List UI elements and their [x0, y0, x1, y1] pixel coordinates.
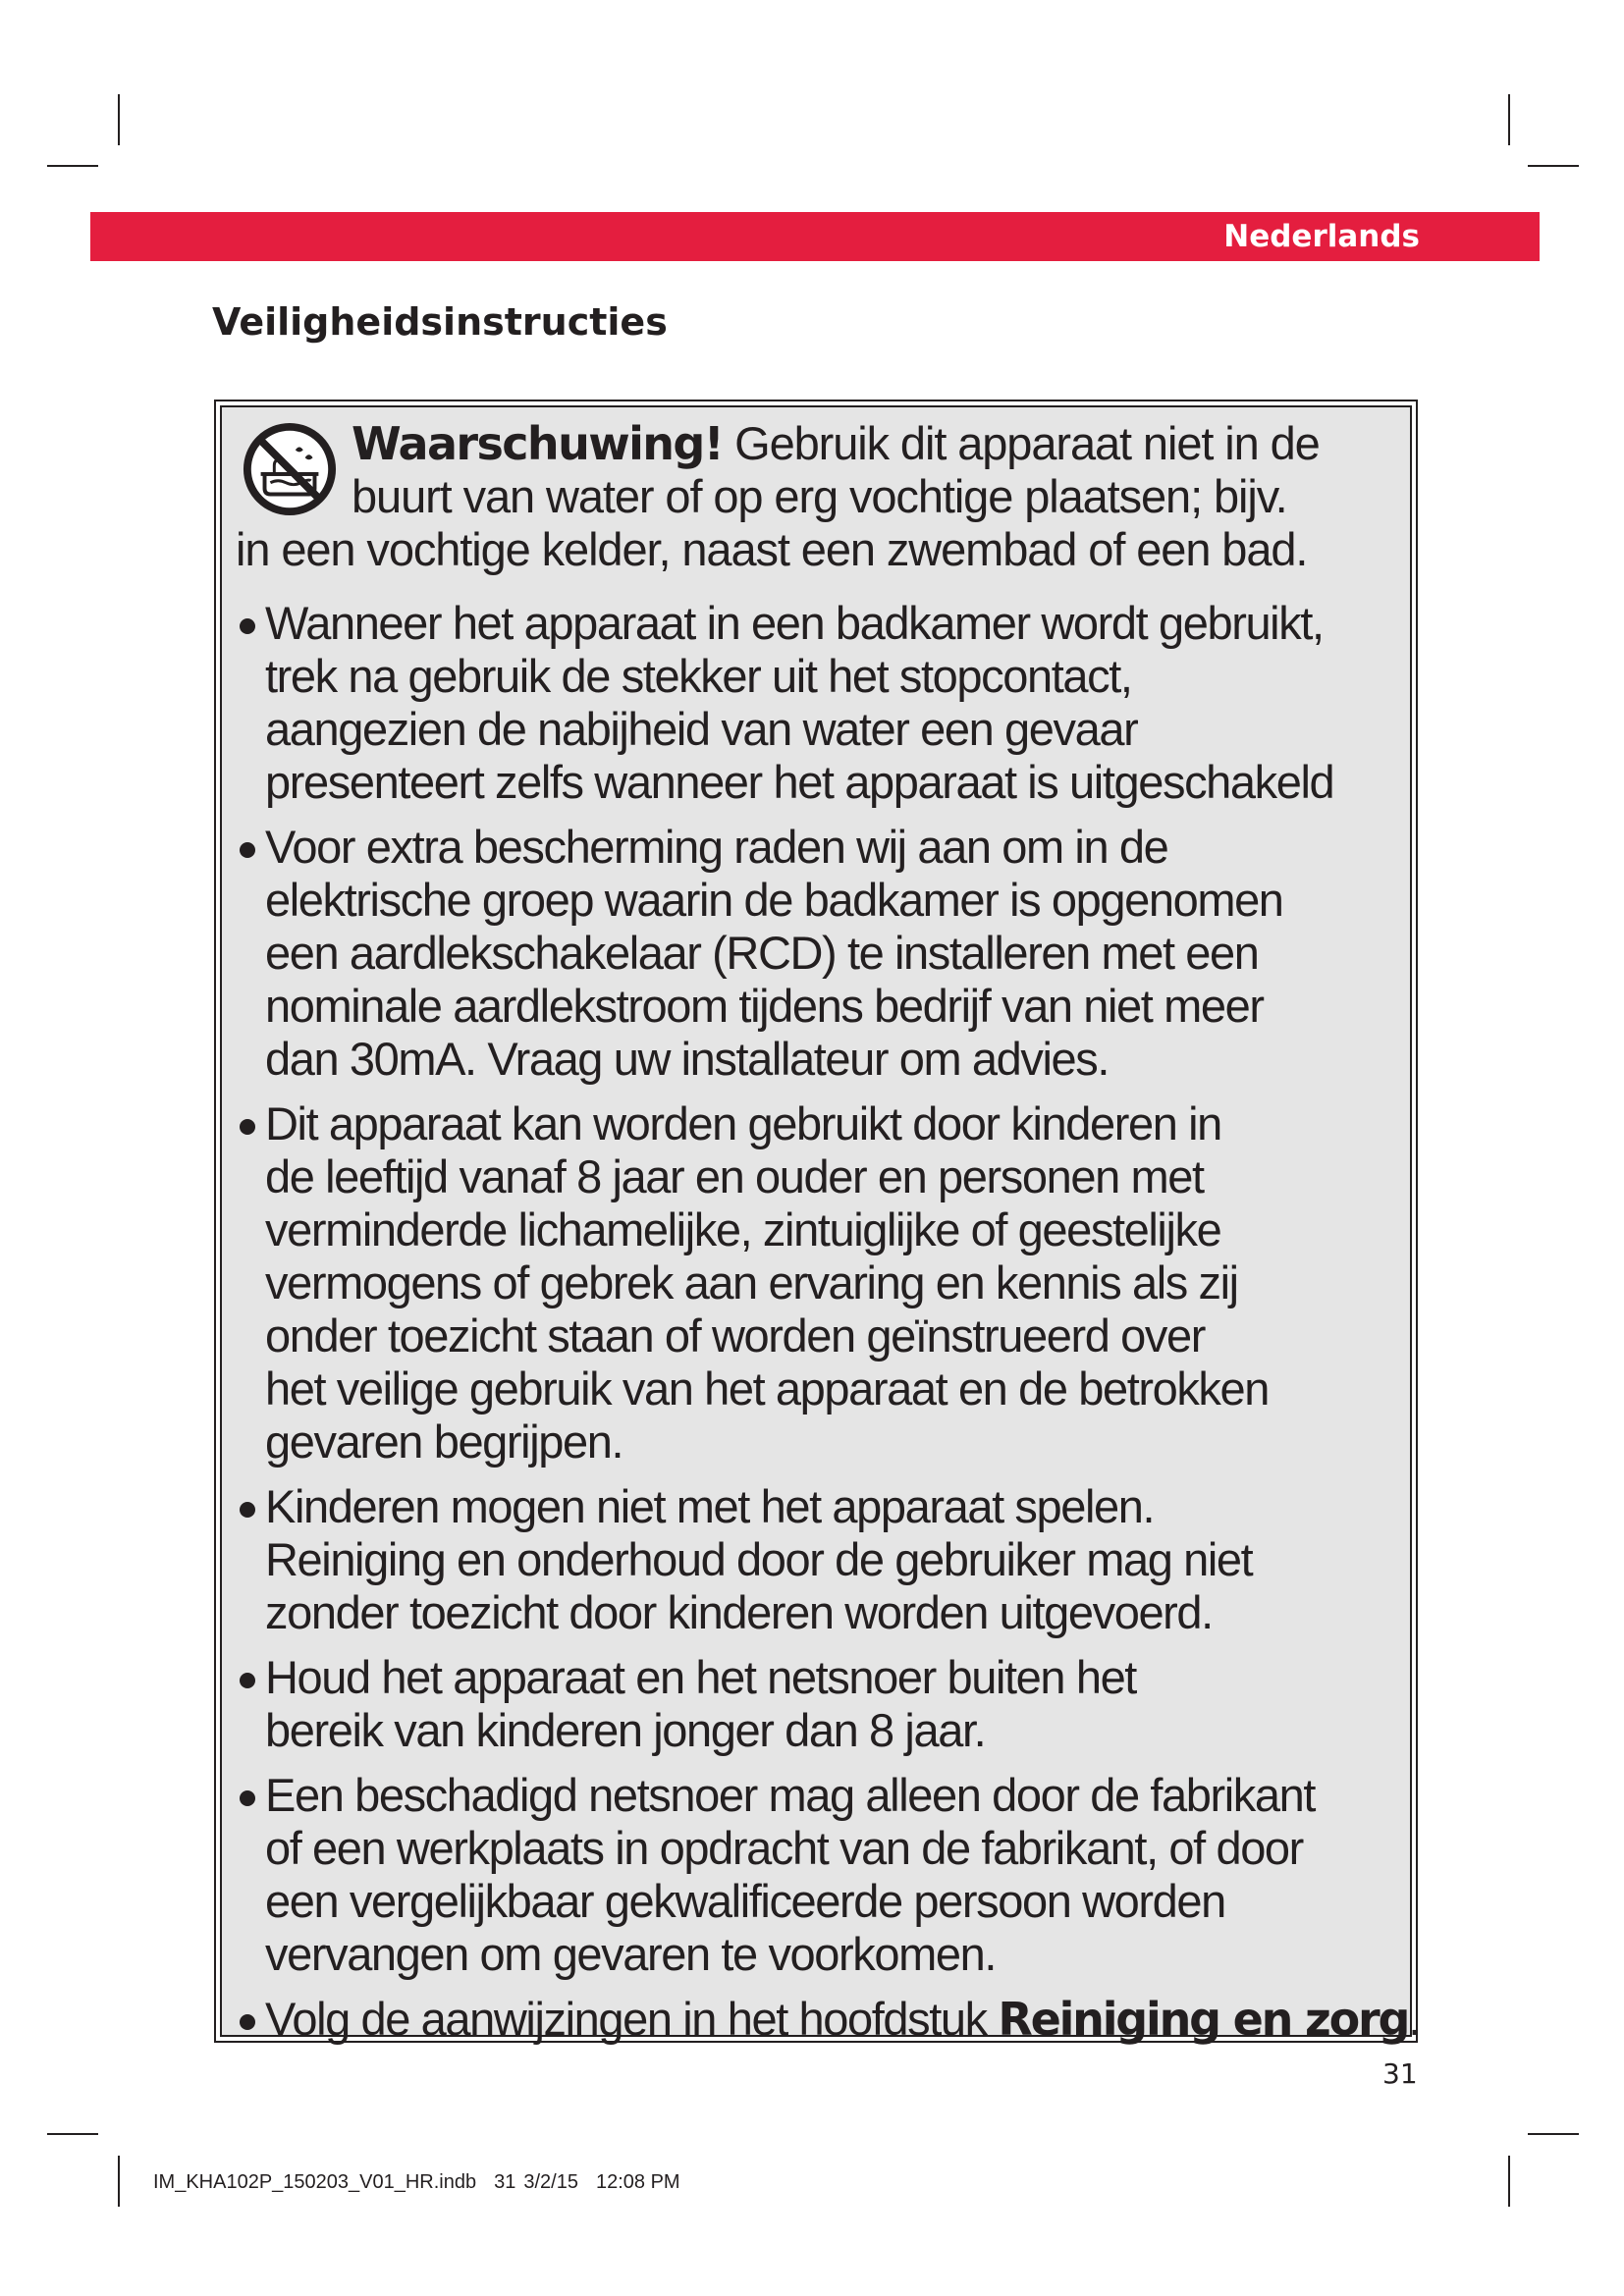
bullet-line: een vergelijkbaar gekwalificeerde persoon worden	[265, 1875, 1225, 1927]
warning-lead	[236, 417, 1404, 576]
crop-mark	[47, 2133, 98, 2135]
slug-page: 31	[494, 2171, 516, 2193]
slug-time: 12:08 PM	[595, 2171, 680, 2193]
safety-bullet	[236, 1993, 1420, 2046]
crop-mark	[1508, 2156, 1510, 2207]
bullet-line: Volg de aanwijzingen in het hoofdstuk Reiniging en zorg.	[265, 1993, 1420, 2046]
bullet-line: de leeftijd vanaf 8 jaar en ouder en personen met	[265, 1150, 1204, 1202]
warning-lead-line: Waarschuwing! Gebruik dit apparaat niet in de	[352, 417, 1320, 470]
bullet-line: een aardlekschakelaar (RCD) te installeren met een	[265, 927, 1259, 979]
crop-mark	[1528, 2133, 1579, 2135]
language-label: Nederlands	[1223, 219, 1420, 254]
safety-bullet-list	[236, 597, 1420, 2057]
safety-bullet	[236, 1651, 1414, 1757]
page-number: 31	[1382, 2057, 1418, 2090]
bullet-line: trek na gebruik de stekker uit het stopcontact,	[265, 650, 1132, 702]
warning-box	[214, 400, 1420, 2046]
section-title: Veiligheidsinstructies	[212, 300, 668, 344]
bullet-text: Volg de aanwijzingen in het hoofdstuk	[265, 1993, 999, 2045]
bullet-line: of een werkplaats in opdracht van de fabrikant, of door	[265, 1822, 1303, 1874]
safety-bullet	[236, 1769, 1414, 1981]
bullet-line: elektrische groep waarin de badkamer is opgenomen	[265, 874, 1283, 926]
bullet-line: aangezien de nabijheid van water een gevaar	[265, 703, 1138, 755]
bullet-line: Voor extra bescherming raden wij aan om in de	[265, 821, 1168, 873]
warning-box-inner	[220, 405, 1420, 2046]
slug-date: 3/2/15	[523, 2171, 578, 2193]
bullet-line: Reiniging en onderhoud door de gebruiker mag niet	[265, 1533, 1253, 1585]
print-slug	[153, 2171, 698, 2194]
bullet-line: vervangen om gevaren te voorkomen.	[265, 1928, 997, 1980]
safety-bullet	[236, 1480, 1414, 1639]
bullet-line: Wanneer het apparaat in een badkamer wordt gebruikt,	[265, 597, 1324, 649]
crop-mark	[118, 2156, 120, 2207]
crop-mark	[47, 165, 98, 167]
crop-mark	[1508, 94, 1510, 145]
bullet-line: zonder toezicht door kinderen worden uitgevoerd.	[265, 1586, 1213, 1638]
bullet-line: verminderde lichamelijke, zintuiglijke of geestelijke	[265, 1203, 1221, 1255]
language-header-bar	[90, 212, 1540, 261]
bullet-line: nominale aardlekstroom tijdens bedrijf van niet meer	[265, 980, 1264, 1032]
warning-label: Waarschuwing!	[352, 417, 724, 470]
bullet-line: gevaren begrijpen.	[265, 1415, 623, 1468]
bullet-line: Een beschadigd netsnoer mag alleen door de fabrikant	[265, 1769, 1316, 1821]
slug-file: IM_KHA102P_150203_V01_HR.indb	[153, 2171, 477, 2193]
warning-lead-line: buurt van water of op erg vochtige plaatsen; bijv.	[352, 470, 1287, 522]
crop-mark	[1528, 165, 1579, 167]
bullet-line: presenteert zelfs wanneer het apparaat is uitgeschakeld	[265, 756, 1334, 808]
bullet-line: onder toezicht staan of worden geïnstrueerd over	[265, 1309, 1205, 1362]
warning-lead-line: in een vochtige kelder, naast een zwembad of een bad.	[236, 523, 1308, 575]
safety-bullet	[236, 1097, 1414, 1468]
bullet-line: bereik van kinderen jonger dan 8 jaar.	[265, 1704, 986, 1756]
bullet-line: Kinderen mogen niet met het apparaat spelen.	[265, 1480, 1155, 1532]
safety-bullet	[236, 597, 1414, 809]
safety-bullet	[236, 821, 1414, 1086]
bullet-line: Dit apparaat kan worden gebruikt door kinderen in	[265, 1097, 1221, 1149]
chapter-reference: Reiniging en zorg	[998, 1993, 1409, 2046]
bullet-line: vermogens of gebrek aan ervaring en kennis als zij	[265, 1256, 1238, 1308]
bullet-line: Houd het apparaat en het netsnoer buiten het	[265, 1651, 1136, 1703]
bullet-line: dan 30mA. Vraag uw installateur om advies.	[265, 1033, 1110, 1085]
bullet-line: het veilige gebruik van het apparaat en de betrokken	[265, 1362, 1270, 1415]
crop-mark	[118, 94, 120, 145]
